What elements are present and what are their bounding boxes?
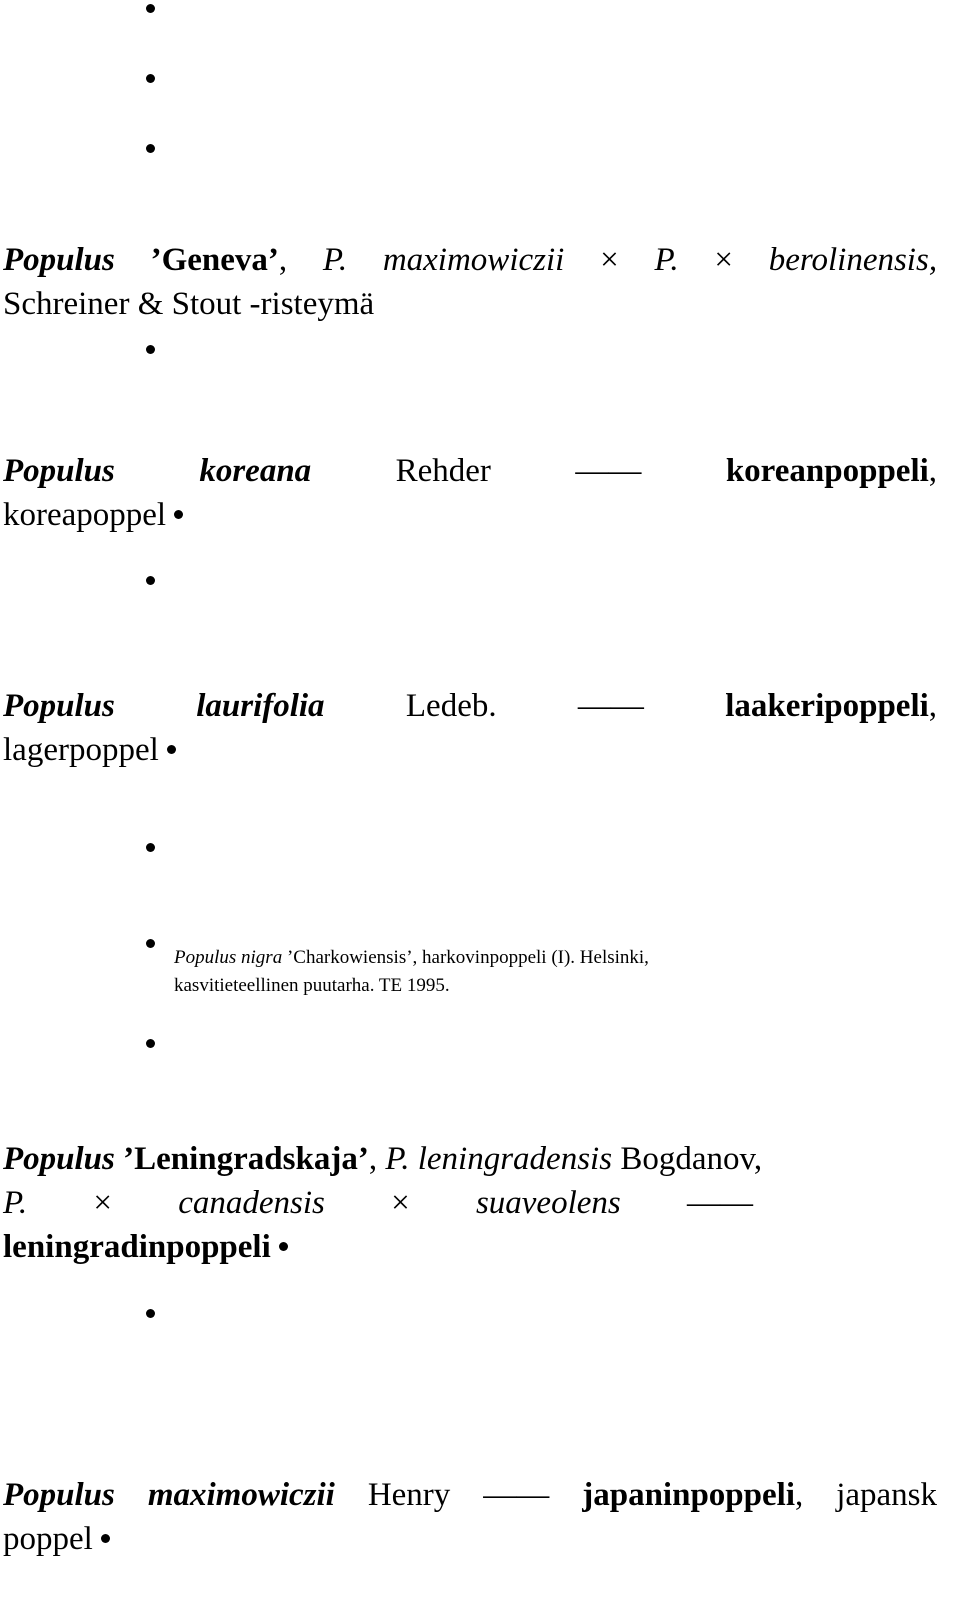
bullet-marker — [146, 1309, 155, 1318]
bullet-marker — [146, 345, 155, 354]
swedish-name: lagerpoppel — [3, 732, 159, 768]
bullet-marker — [146, 1039, 155, 1048]
separator: , — [928, 688, 938, 724]
cultivar-name: ’Leningradskaja’ — [123, 1141, 369, 1177]
genus-name: Populus — [3, 688, 115, 724]
swedish-name: poppel — [3, 1521, 93, 1557]
species-entry-geneva — [3, 238, 937, 326]
species-entry-laurifolia — [3, 684, 937, 772]
note-species: Populus nigra — [174, 947, 283, 968]
author-name: Henry — [367, 1477, 451, 1513]
species-name: maximowiczii — [147, 1477, 335, 1513]
species-name: berolinensis, — [768, 242, 938, 278]
genus-name: Populus — [3, 1141, 115, 1177]
separator: , — [278, 242, 288, 278]
species-entry-leningradskaja — [3, 1137, 937, 1269]
specimen-note — [174, 944, 814, 1000]
bullet-marker — [146, 843, 155, 852]
bullet-marker — [146, 939, 155, 948]
genus-name: Populus — [3, 1477, 115, 1513]
entry-line — [3, 449, 937, 493]
author-name: Ledeb. — [405, 688, 497, 724]
entry-line — [3, 684, 937, 728]
finnish-name: laakeripoppeli — [725, 688, 929, 724]
finnish-name: koreanpoppeli — [725, 453, 929, 489]
separator: , — [928, 453, 938, 489]
species-name: suaveolens — [475, 1185, 621, 1221]
finnish-name: japaninpoppeli — [582, 1477, 795, 1513]
bullet-marker — [167, 745, 176, 754]
genus-abbrev: P. — [3, 1185, 28, 1221]
author-name: Bogdanov, — [620, 1141, 763, 1177]
genus-abbrev: P. — [385, 1141, 410, 1177]
bullet-marker — [101, 1534, 110, 1543]
hybrid-sign: × — [714, 242, 733, 278]
hybrid-sign: × — [93, 1185, 112, 1221]
entry-line — [3, 238, 937, 282]
separator: , — [795, 1477, 804, 1513]
entry-author: Schreiner & Stout -risteymä — [3, 286, 375, 322]
species-entry-koreana — [3, 449, 937, 537]
entry-line — [3, 1181, 753, 1225]
species-name: laurifolia — [196, 688, 325, 724]
bullet-marker — [146, 74, 155, 83]
genus-abbrev: P. — [322, 242, 348, 278]
genus-abbrev: P. — [654, 242, 679, 278]
dash: —— — [483, 1477, 550, 1513]
swedish-name: koreapoppel — [3, 497, 167, 533]
dash: —— — [575, 453, 642, 489]
note-text: kasvitieteellinen puutarha. TE 1995. — [174, 975, 450, 996]
genus-name: Populus — [3, 453, 115, 489]
genus-name: Populus — [3, 242, 115, 278]
species-name: koreana — [199, 453, 312, 489]
dash: —— — [577, 688, 644, 724]
hybrid-sign: × — [391, 1185, 410, 1221]
dash: —— — [686, 1185, 753, 1221]
bullet-marker — [146, 144, 155, 153]
entry-line — [3, 1137, 937, 1181]
hybrid-sign: × — [600, 242, 619, 278]
finnish-name: leningradinpoppeli — [3, 1229, 271, 1265]
species-name: canadensis — [178, 1185, 325, 1221]
bullet-marker — [174, 510, 183, 519]
cultivar-name: ’Geneva’ — [150, 242, 279, 278]
entry-line — [3, 1473, 937, 1517]
note-text: ’Charkowiensis’, harkovinpoppeli (I). Helsinki, — [282, 947, 649, 968]
separator: , — [368, 1141, 378, 1177]
author-name: Rehder — [395, 453, 491, 489]
species-name: maximowiczii — [382, 242, 565, 278]
species-name: leningradensis — [417, 1141, 613, 1177]
bullet-marker — [146, 4, 155, 13]
bullet-marker — [146, 576, 155, 585]
species-entry-maximowiczii — [3, 1473, 937, 1561]
bullet-marker — [279, 1242, 288, 1251]
swedish-name: japansk — [836, 1477, 938, 1513]
